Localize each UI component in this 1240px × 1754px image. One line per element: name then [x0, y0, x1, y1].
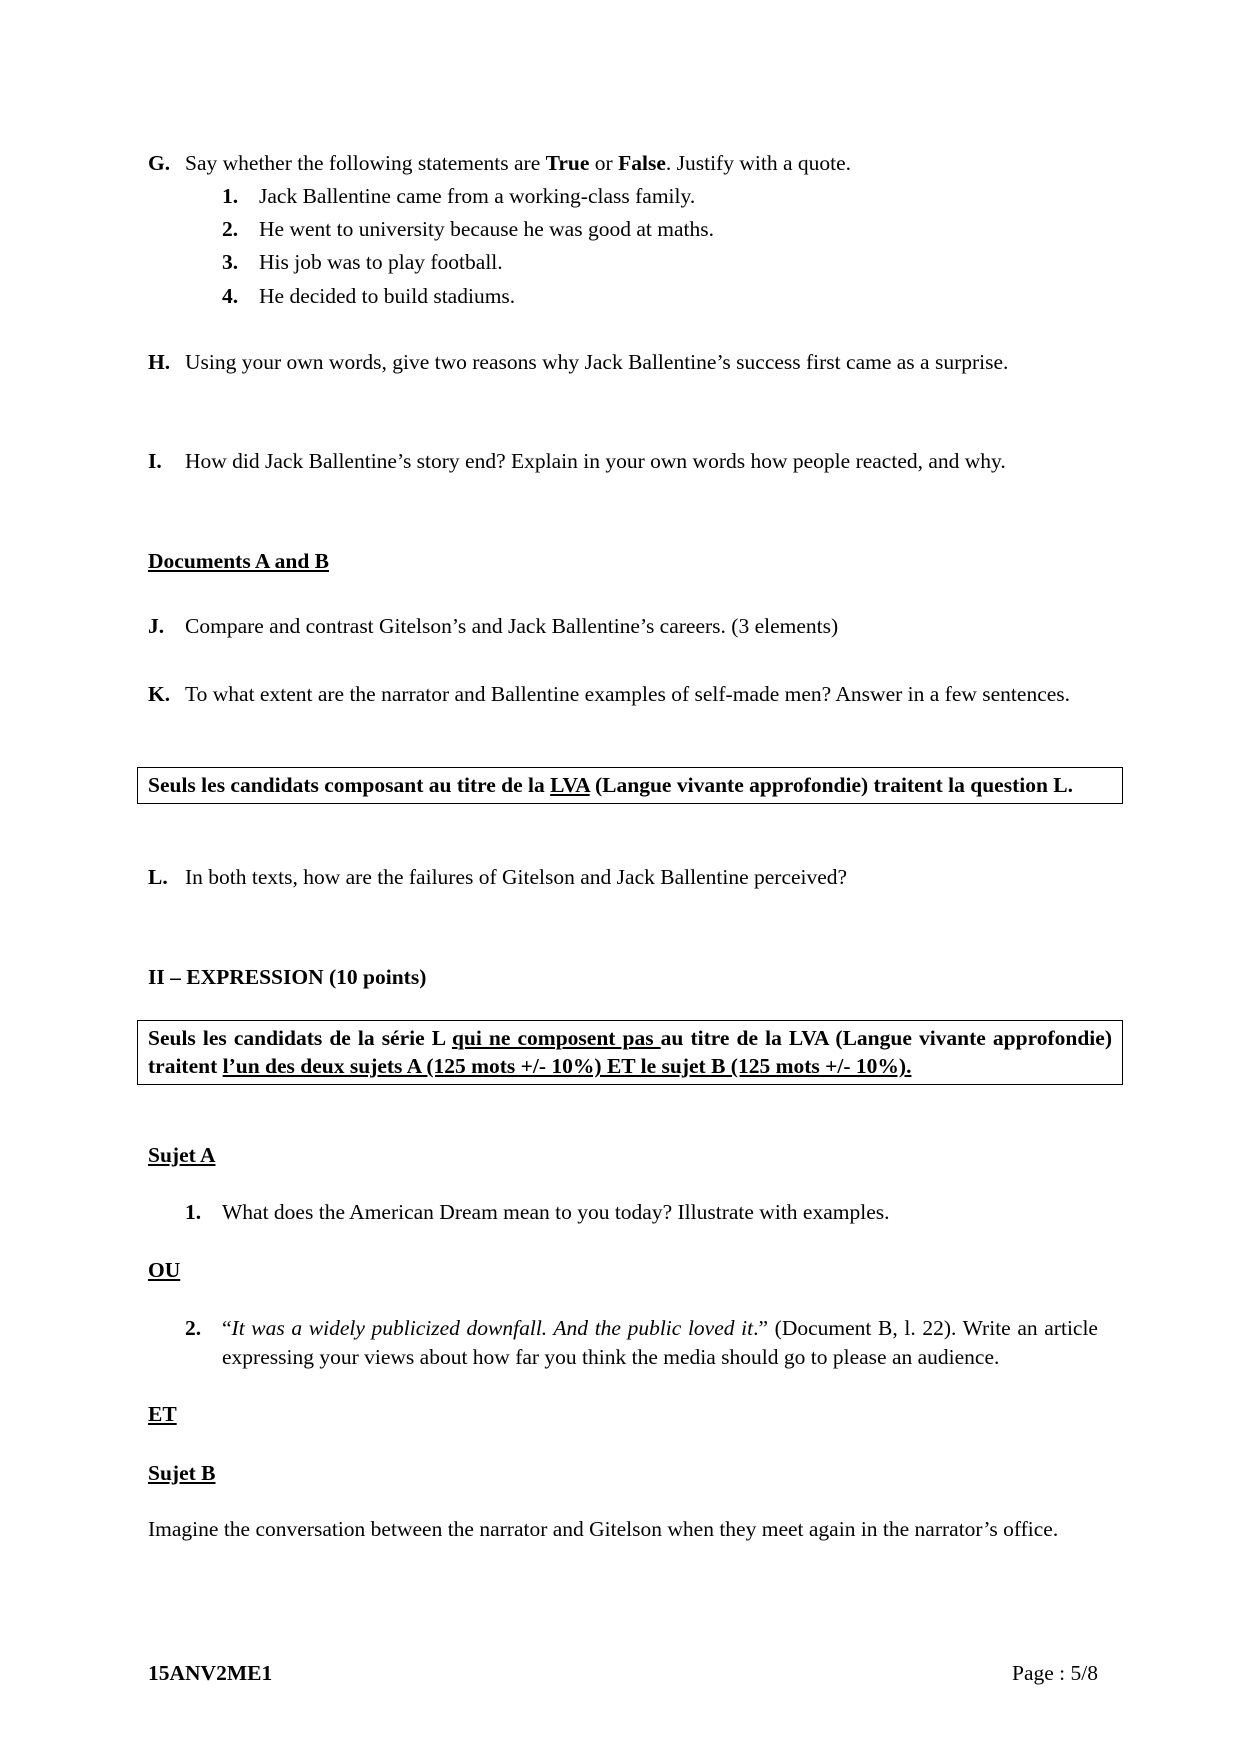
question-text: In both texts, how are the failures of Gitelson and Jack Ballentine perceived? — [185, 865, 848, 889]
et-label: ET — [148, 1402, 177, 1426]
section-heading: Documents A and B — [148, 549, 329, 573]
quote-text: It was a widely publicized downfall. And the public loved it — [231, 1316, 754, 1340]
notice-text: au titre de la LVA (Langue vivante approfondie) traitent — [148, 1026, 1112, 1078]
expression-heading: II – EXPRESSION (10 points) — [148, 965, 427, 989]
item-text: Write an article expressing your views about how far you think the media should go to please an audience. — [222, 1316, 1098, 1369]
item-number: 2. — [185, 1316, 202, 1340]
true-word: True — [545, 151, 590, 175]
question-label: L. — [148, 865, 168, 889]
footer-code: 15ANV2ME1 — [148, 1661, 273, 1685]
question-text: To what extent are the narrator and Ballentine examples of self-made men? Answer in a few sentences. — [185, 682, 1071, 706]
ou-label: OU — [148, 1258, 181, 1282]
list-item — [222, 280, 1022, 313]
list-item — [222, 180, 1022, 213]
question-text: How did Jack Ballentine’s story end? Explain in your own words how people reacted, and why. — [185, 449, 1006, 473]
lva-notice-box — [137, 767, 1123, 804]
item-number: 1. — [185, 1200, 202, 1224]
lva-underlined: LVA — [550, 773, 590, 797]
list-item — [222, 213, 1022, 246]
or-word: or — [589, 151, 619, 175]
item-number: 4. — [222, 284, 239, 308]
item-number: 2. — [222, 217, 239, 241]
item-number: 3. — [222, 250, 239, 274]
sujet-a-heading: Sujet A — [148, 1143, 216, 1167]
question-text: Using your own words, give two reasons why Jack Ballentine’s success first came as a surprise. — [185, 350, 1009, 374]
question-i — [148, 445, 1098, 511]
sujet-b-text: Imagine the conversation between the narrator and Gitelson when they meet again in the narrator’s office. — [148, 1517, 1059, 1541]
sujet-b-heading: Sujet B — [148, 1461, 216, 1485]
item-text: What does the American Dream mean to you today? Illustrate with examples. — [222, 1200, 890, 1224]
list-item — [222, 246, 1022, 279]
notice-underlined: l’un des deux sujets A (125 mots +/- 10%) ET le sujet B (125 mots +/- 10%). — [222, 1054, 912, 1078]
notice-text: Seuls les candidats composant au titre de la — [148, 773, 551, 797]
item-number: 1. — [222, 184, 239, 208]
item-text: His job was to play football. — [259, 250, 503, 274]
question-k — [148, 678, 1098, 744]
question-label: J. — [148, 614, 165, 638]
notice-text: Seuls les candidats de la série L — [148, 1026, 452, 1050]
question-text: Compare and contrast Gitelson’s and Jack Ballentine’s careers. (3 elements) — [185, 614, 839, 638]
serie-l-notice-box — [137, 1020, 1123, 1085]
quote-mark: “ — [222, 1316, 232, 1340]
quote-reference: .” (Document B, l. 22). — [753, 1316, 957, 1340]
item-text: He went to university because he was good at maths. — [259, 217, 714, 241]
question-label: H. — [148, 350, 171, 374]
item-text: Jack Ballentine came from a working-class family. — [259, 184, 696, 208]
question-label: K. — [148, 682, 171, 706]
question-h — [148, 346, 1098, 412]
page-number: Page : 5/8 — [1012, 1661, 1098, 1685]
question-text: Say whether the following statements are — [185, 151, 546, 175]
false-word: False — [618, 151, 666, 175]
notice-text-end: (Langue vivante approfondie) traitent la question L. — [589, 773, 1074, 797]
item-text: He decided to build stadiums. — [259, 284, 516, 308]
question-text-end: . Justify with a quote. — [665, 151, 851, 175]
question-label: I. — [148, 449, 162, 473]
notice-underlined: qui ne composent pas — [451, 1026, 661, 1050]
question-label: G. — [148, 151, 171, 175]
